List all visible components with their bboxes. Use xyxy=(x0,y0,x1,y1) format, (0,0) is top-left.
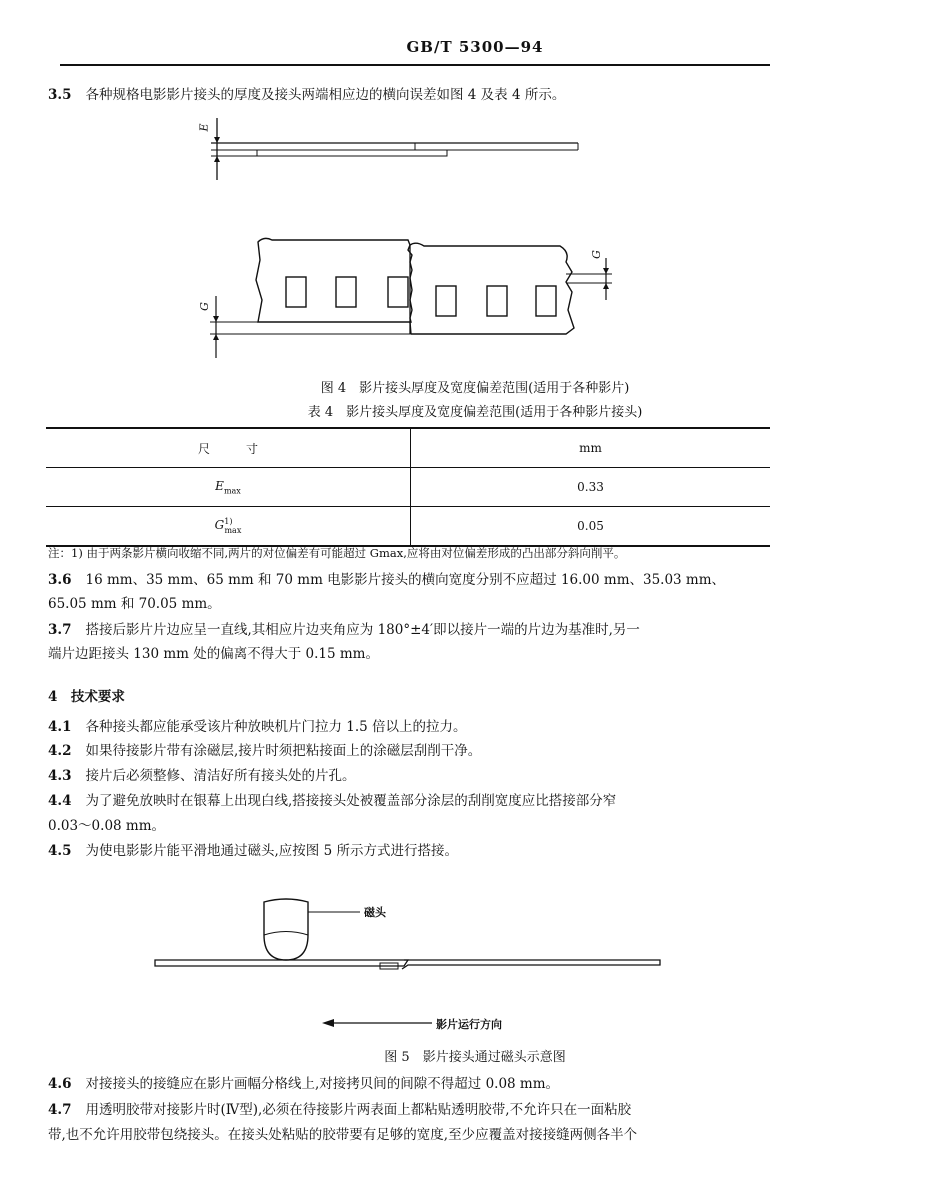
table-4-note: 注：1) 由于两条影片横向收缩不同,两片的对位偏差有可能超过 Gmax,应将由对位偏差形成的凸出部分斜向削平。 xyxy=(48,546,626,560)
clause-text: 如果待接影片带有涂磁层,接片时须把粘接面上的涂磁层刮削干净。 xyxy=(85,743,482,759)
dimension-label-E: E xyxy=(197,123,211,132)
clause-text: 对接接头的接缝应在影片画幅分格线上,对接拷贝间的间隙不得超过 0.08 mm。 xyxy=(85,1076,560,1092)
clause-number: 3.5 xyxy=(48,87,72,103)
clause-4-7 xyxy=(48,1099,631,1121)
direction-label: 影片运行方向 xyxy=(436,1018,502,1031)
clause-4-7-cont: 带,也不允许用胶带包绕接头。在接头处粘贴的胶带要有足够的宽度,至少应覆盖对接接缝两侧各半个 xyxy=(48,1127,638,1143)
table-cell-value: 0.05 xyxy=(411,507,771,547)
dim-subscript: max xyxy=(223,486,241,496)
clause-number: 4.7 xyxy=(48,1102,72,1118)
section-4-title: 4 技术要求 xyxy=(48,689,125,705)
clause-number: 4.2 xyxy=(48,743,72,759)
clause-number: 4.4 xyxy=(48,793,72,809)
clause-number: 4.1 xyxy=(48,719,72,735)
dim-superscript: 1) xyxy=(224,517,233,527)
table-cell-value: 0.33 xyxy=(411,468,771,507)
clause-3-7-cont: 端片边距接头 130 mm 处的偏离不得大于 0.15 mm。 xyxy=(48,646,379,662)
dim-symbol: E xyxy=(215,478,224,493)
clause-number: 3.6 xyxy=(48,572,72,588)
dimension-label-G-left: G xyxy=(197,302,211,311)
clause-number: 4.5 xyxy=(48,843,72,859)
clause-3-6-cont: 65.05 mm 和 70.05 mm。 xyxy=(48,596,221,612)
clause-text: 16 mm、35 mm、65 mm 和 70 mm 电影影片接头的横向宽度分别不应超过 16.00 mm、35.03 mm、 xyxy=(85,572,726,588)
figure-4-caption: 图 4 影片接头厚度及宽度偏差范围(适用于各种影片) xyxy=(320,381,630,396)
dim-symbol: G xyxy=(214,518,225,533)
table-header-unit: mm xyxy=(411,428,771,468)
clause-text: 各种规格电影影片接头的厚度及接头两端相应边的横向误差如图 4 及表 4 所示。 xyxy=(85,87,566,103)
clause-text: 为了避免放映时在银幕上出现白线,搭接接头处被覆盖部分涂层的刮削宽度应比搭接部分窄 xyxy=(85,793,617,809)
figure-5-caption: 图 5 影片接头通过磁头示意图 xyxy=(384,1050,566,1065)
clause-number: 4.6 xyxy=(48,1076,72,1092)
clause-4-4-cont: 0.03～0.08 mm。 xyxy=(48,818,166,834)
clause-text: 为使电影影片能平滑地通过磁头,应按图 5 所示方式进行搭接。 xyxy=(85,843,458,859)
clause-number: 4.3 xyxy=(48,768,72,784)
magnetic-head-label: 磁头 xyxy=(364,906,386,919)
document-header: GB/T 5300—94 xyxy=(406,38,544,56)
clause-text: 各种接头都应能承受该片种放映机片门拉力 1.5 倍以上的拉力。 xyxy=(85,719,467,735)
table-header-dimension: 尺 寸 xyxy=(46,428,411,468)
clause-4-6 xyxy=(48,1073,559,1095)
clause-text: 接片后必须整修、清洁好所有接头处的片孔。 xyxy=(85,768,356,784)
clause-text: 搭接后影片片边应呈一直线,其相应片边夹角应为 180°±4′即以接片一端的片边为基准时,另一 xyxy=(85,622,640,638)
clause-number: 3.7 xyxy=(48,622,72,638)
dimension-label-G-right: G xyxy=(589,250,603,259)
table-4-title: 表 4 影片接头厚度及宽度偏差范围(适用于各种影片接头) xyxy=(307,405,643,420)
dim-subscript: max xyxy=(224,525,242,535)
clause-text: 用透明胶带对接影片时(Ⅳ型),必须在待接影片两表面上都粘贴透明胶带,不允许只在一面粘胶 xyxy=(85,1102,632,1118)
